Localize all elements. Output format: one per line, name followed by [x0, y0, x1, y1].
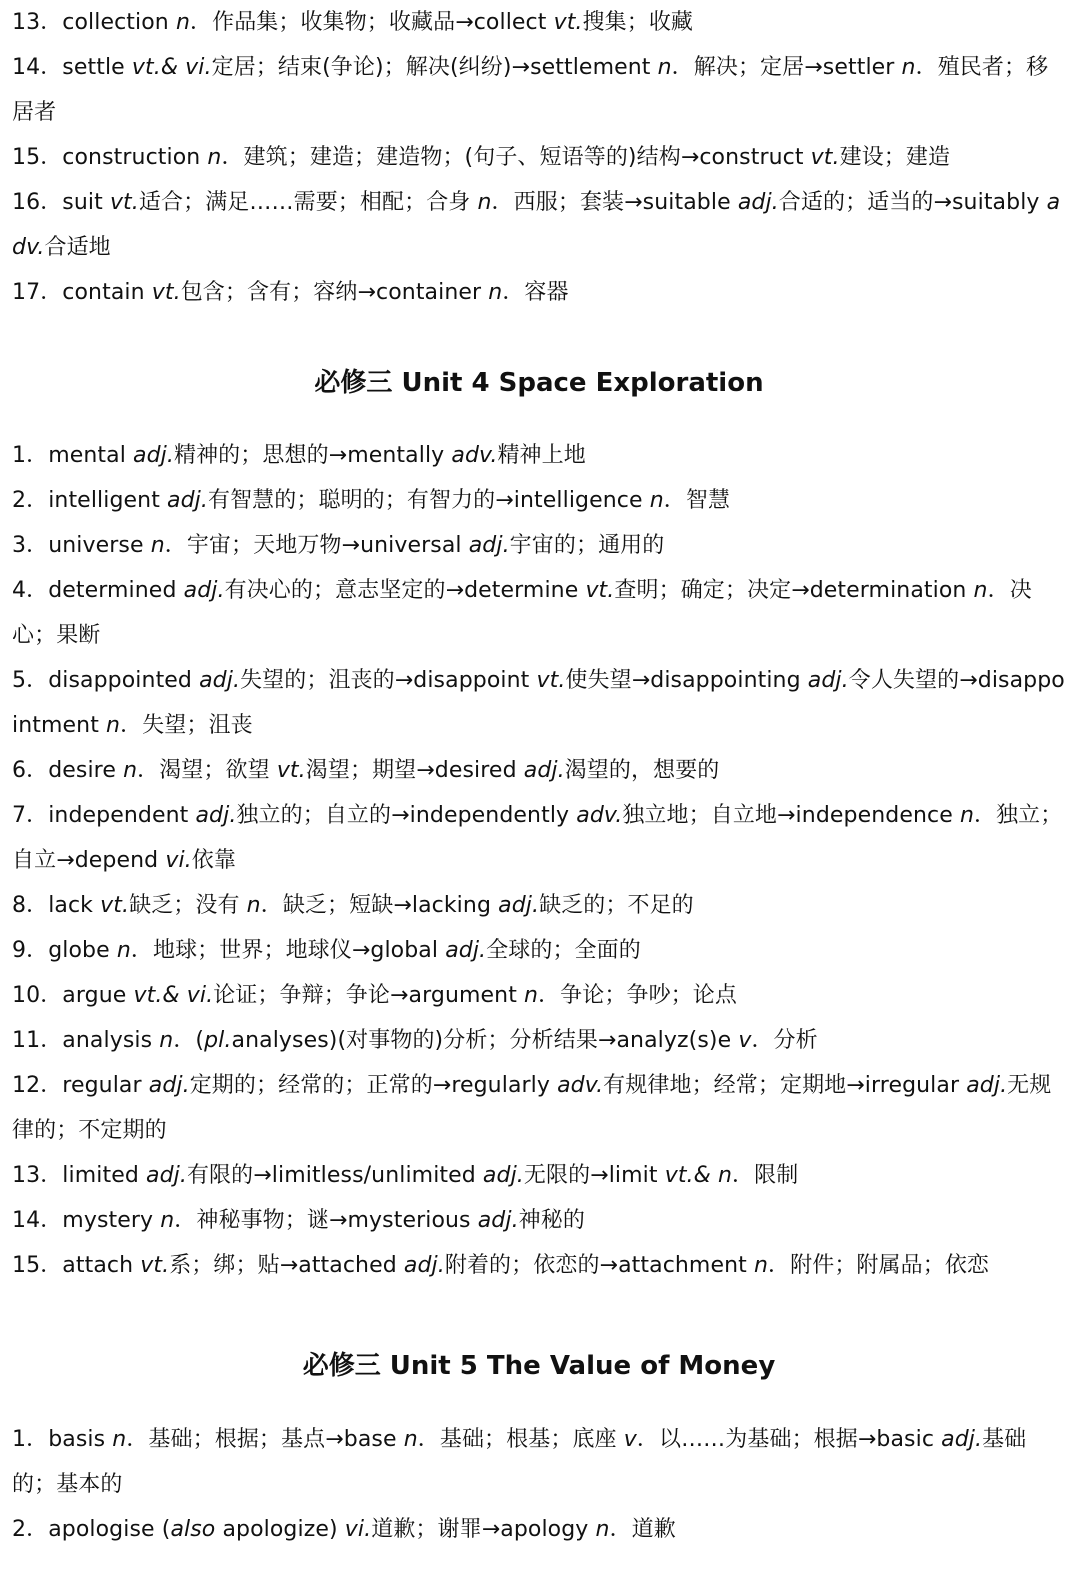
part-of-speech: n	[123, 758, 138, 783]
entry-definition: 使失望→disappointing	[565, 668, 808, 693]
list-item	[12, 1243, 1066, 1288]
entry-definition: 系；绑；贴→attached	[169, 1253, 404, 1278]
entry-definition: 渴望的，想要的	[564, 758, 720, 783]
entry-definition: 精神上地	[497, 443, 586, 468]
entry-definition: ．道歉	[609, 1517, 676, 1542]
entry-definition: ．附件；附属品；依恋	[768, 1253, 990, 1278]
entry-word: 8．lack	[12, 893, 101, 918]
entry-definition: ．缺乏；短缺→lacking	[260, 893, 499, 918]
part-of-speech: vt.	[810, 145, 840, 170]
part-of-speech: adj.	[807, 668, 849, 693]
entry-word: 13．limited	[12, 1163, 146, 1188]
part-of-speech: vt.	[109, 190, 139, 215]
part-of-speech: vt.& vi.	[133, 983, 214, 1008]
part-of-speech: n	[524, 983, 539, 1008]
entry-definition: 包含；含有；容纳→container	[180, 280, 489, 305]
list-item	[12, 180, 1066, 270]
unit4-entry-list	[12, 433, 1066, 1288]
part-of-speech: vt.	[276, 758, 306, 783]
entry-word: 5．disappointed	[12, 668, 200, 693]
part-of-speech: n	[959, 803, 974, 828]
entry-word: 13．collection	[12, 10, 176, 35]
list-item	[12, 793, 1066, 883]
entry-definition: ．解决；定居→settler	[671, 55, 902, 80]
entry-definition: ．宇宙；天地万物→universal	[164, 533, 469, 558]
part-of-speech: adj.	[498, 893, 540, 918]
list-item	[12, 1153, 1066, 1198]
list-item	[12, 523, 1066, 568]
entry-word: 4．determined	[12, 578, 184, 603]
part-of-speech: adj.	[145, 1163, 187, 1188]
entry-definition: ．作品集；收集物；收藏品→collect	[190, 10, 554, 35]
entry-definition: 有决心的；意志坚定的→determine	[224, 578, 586, 603]
list-item	[12, 1198, 1066, 1243]
entry-definition: ．限制	[732, 1163, 799, 1188]
part-of-speech: adj.	[468, 533, 510, 558]
part-of-speech: n	[649, 488, 664, 513]
list-item	[12, 45, 1066, 135]
part-of-speech: adj.	[167, 488, 208, 513]
part-of-speech: n	[901, 55, 916, 80]
entry-word: 9．globe	[12, 938, 117, 963]
part-of-speech: n	[150, 533, 165, 558]
list-item	[12, 0, 1066, 45]
entry-word: 15．construction	[12, 145, 208, 170]
part-of-speech: adj.	[477, 1208, 519, 1233]
list-item	[12, 658, 1066, 748]
entry-definition: ．以……为基础；根据→basic	[636, 1427, 942, 1452]
part-of-speech: adj.	[941, 1427, 983, 1452]
entry-definition: 适合；满足……需要；相配；合身	[138, 190, 478, 215]
entry-definition: 精神的；思想的→mentally	[173, 443, 452, 468]
entry-definition: 定居；结束(争论)；解决(纠纷)→settlement	[211, 55, 658, 80]
entry-definition: 神秘的	[518, 1208, 585, 1233]
entry-definition: 建设；建造	[839, 145, 951, 170]
part-of-speech: also	[170, 1517, 216, 1542]
entry-definition: 道歉；谢罪→apology	[371, 1517, 596, 1542]
unit5-entry-list	[12, 1417, 1066, 1552]
entry-definition: ．独立；自立→depend	[12, 803, 1063, 873]
entry-definition: ．决心；果断	[12, 578, 1032, 648]
part-of-speech: n	[160, 1208, 175, 1233]
entry-definition: analyses)(对事物的)分析；分析结果→analyz(s)e	[231, 1028, 739, 1053]
part-of-speech: n	[403, 1427, 418, 1452]
part-of-speech: vt.	[553, 10, 583, 35]
entry-word: 14．settle	[12, 55, 132, 80]
entry-definition: ．失望；沮丧	[120, 713, 253, 738]
entry-definition: 独立地；自立地→independence	[622, 803, 960, 828]
part-of-speech: n	[657, 55, 672, 80]
entry-definition: ．容器	[502, 280, 569, 305]
part-of-speech: v	[738, 1028, 752, 1053]
unit5-title: 必修三 Unit 5 The Value of Money	[302, 1351, 776, 1381]
part-of-speech: vt.	[100, 893, 130, 918]
part-of-speech: vt.	[140, 1253, 170, 1278]
list-item	[12, 1417, 1066, 1507]
part-of-speech: n	[106, 713, 121, 738]
list-item	[12, 1018, 1066, 1063]
list-item	[12, 270, 1066, 315]
list-item	[12, 928, 1066, 973]
entry-definition: 查明；确定；决定→determination	[614, 578, 974, 603]
entry-word: 3．universe	[12, 533, 151, 558]
entry-definition: 无限的→limit	[523, 1163, 665, 1188]
entry-definition: ．殖民者；移居者	[12, 55, 1049, 125]
part-of-speech: adj.	[523, 758, 565, 783]
entry-definition: 失望的；沮丧的→disappoint	[240, 668, 537, 693]
part-of-speech: n	[116, 938, 131, 963]
entry-definition: ．地球；世界；地球仪→global	[130, 938, 446, 963]
list-item	[12, 1063, 1066, 1153]
part-of-speech: vt.	[536, 668, 566, 693]
entry-definition: 渴望；期望→desired	[305, 758, 524, 783]
part-of-speech: adj.	[195, 803, 237, 828]
part-of-speech: vt.& n	[664, 1163, 733, 1188]
part-of-speech: adj.	[148, 1073, 190, 1098]
entry-word: 2．intelligent	[12, 488, 168, 513]
part-of-speech: adv.	[576, 803, 623, 828]
entry-word: 17．contain	[12, 280, 152, 305]
part-of-speech: n	[159, 1028, 174, 1053]
entry-definition: 宇宙的；通用的	[509, 533, 665, 558]
entry-definition: apologize)	[215, 1517, 345, 1542]
part-of-speech: n	[246, 893, 261, 918]
part-of-speech: vi.	[344, 1517, 372, 1542]
entry-definition: 定期的；经常的；正常的→regularly	[189, 1073, 558, 1098]
part-of-speech: adj.	[199, 668, 241, 693]
part-of-speech: n	[477, 190, 492, 215]
entry-definition: 有限的→limitless/unlimited	[186, 1163, 483, 1188]
list-item	[12, 568, 1066, 658]
entry-definition: 无规律的；不定期的	[12, 1073, 1052, 1143]
entry-definition: ．建筑；建造；建造物；(句子、短语等的)结构→construct	[221, 145, 811, 170]
entry-definition: 依靠	[191, 848, 236, 873]
entry-word: 6．desire	[12, 758, 124, 783]
list-item	[12, 883, 1066, 928]
entry-word: 15．attach	[12, 1253, 141, 1278]
part-of-speech: n	[595, 1517, 610, 1542]
entry-definition: 缺乏的；不足的	[539, 893, 694, 918]
part-of-speech: adj.	[445, 938, 487, 963]
entry-definition: 合适地	[44, 235, 111, 260]
entry-word: 1．basis	[12, 1427, 113, 1452]
entry-definition: 论证；争辩；争论→argument	[213, 983, 525, 1008]
entry-word: 14．mystery	[12, 1208, 161, 1233]
part-of-speech: adj.	[403, 1253, 445, 1278]
part-of-speech: n	[112, 1427, 127, 1452]
list-item	[12, 973, 1066, 1018]
entry-definition: ．智慧	[663, 488, 731, 513]
entry-definition: 独立的；自立的→independently	[236, 803, 577, 828]
part-of-speech: vt.& vi.	[131, 55, 212, 80]
entry-definition: ．分析	[751, 1028, 818, 1053]
entry-word: 12．regular	[12, 1073, 149, 1098]
entry-word: 1．mental	[12, 443, 134, 468]
part-of-speech: vt.	[585, 578, 615, 603]
part-of-speech: v	[623, 1427, 637, 1452]
list-item	[12, 135, 1066, 180]
entry-definition: 有规律地；经常；定期地→irregular	[603, 1073, 967, 1098]
entry-definition: 附着的；依恋的→attachment	[444, 1253, 754, 1278]
part-of-speech: adj.	[966, 1073, 1008, 1098]
entry-definition: 令人失望的→disappointment	[12, 668, 1065, 738]
part-of-speech: adj.	[133, 443, 174, 468]
top-entry-list	[12, 0, 1066, 315]
part-of-speech: pl.	[204, 1028, 232, 1053]
part-of-speech: adv.	[557, 1073, 604, 1098]
part-of-speech: adj.	[183, 578, 225, 603]
entry-definition: 合适的；适当的→suitably	[778, 190, 1047, 215]
list-item	[12, 478, 1066, 523]
entry-definition: 缺乏；没有	[129, 893, 247, 918]
part-of-speech: n	[207, 145, 222, 170]
entry-definition: ．(	[173, 1028, 205, 1053]
part-of-speech: n	[973, 578, 988, 603]
part-of-speech: n	[753, 1253, 769, 1278]
entry-word: 11．analysis	[12, 1028, 160, 1053]
part-of-speech: n	[175, 10, 190, 35]
part-of-speech: adj.	[482, 1163, 524, 1188]
entry-definition: ．神秘事物；谜→mysterious	[174, 1208, 478, 1233]
part-of-speech: n	[488, 280, 503, 305]
entry-definition: 有智慧的；聪明的；有智力的→intelligence	[207, 488, 650, 513]
list-item	[12, 433, 1066, 478]
entry-definition: 基础的；基本的	[12, 1427, 1027, 1497]
part-of-speech: vt.	[151, 280, 181, 305]
part-of-speech: vi.	[165, 848, 192, 873]
entry-definition: 搜集；收藏	[582, 10, 694, 35]
list-item	[12, 748, 1066, 793]
entry-definition: ．争论；争吵；论点	[538, 983, 737, 1008]
part-of-speech: adv.	[12, 190, 1061, 260]
entry-word: 2．apologise (	[12, 1517, 171, 1542]
entry-word: 16．suit	[12, 190, 110, 215]
unit4-title: 必修三 Unit 4 Space Exploration	[314, 368, 764, 398]
entry-definition: ．渴望；欲望	[137, 758, 277, 783]
part-of-speech: adj.	[737, 190, 779, 215]
entry-word: 10．argue	[12, 983, 134, 1008]
entry-word: 7．independent	[12, 803, 196, 828]
entry-definition: 全球的；全面的	[486, 938, 641, 963]
entry-definition: ．西服；套装→suitable	[491, 190, 738, 215]
entry-definition: ．基础；根据；基点→base	[126, 1427, 404, 1452]
entry-definition: ．基础；根基；底座	[417, 1427, 624, 1452]
part-of-speech: adv.	[451, 443, 498, 468]
list-item	[12, 1507, 1066, 1552]
